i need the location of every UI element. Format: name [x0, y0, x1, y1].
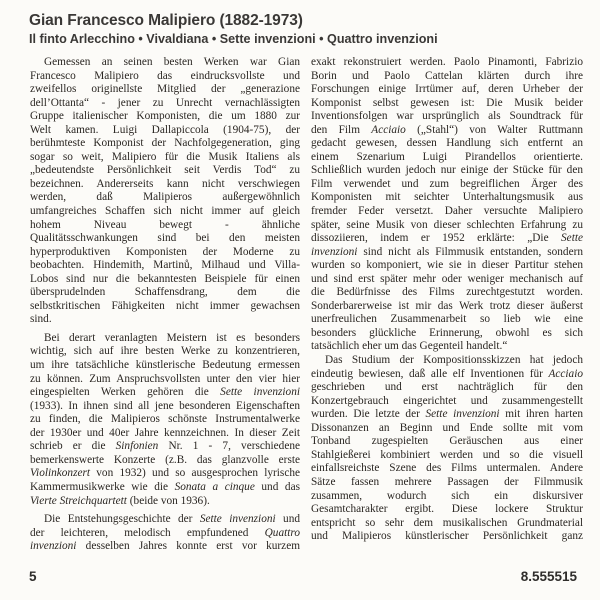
text-line: besonders glückliche Erinnerung, obwohl es sich	[311, 326, 583, 339]
text-line: Konzertgebrauch eingerichtet und zusammengestellt	[311, 394, 583, 407]
page-number: 5	[29, 569, 37, 584]
text-line: einfallsreichste Szene des Films untermalen. Andere	[311, 462, 583, 475]
text-line: umfangreiches Schaffen sich nicht immer auf gleich	[30, 205, 300, 218]
text-line: Tonband zugespielten Geräuschen aus einer	[311, 435, 583, 448]
text-line: dissoziieren, indem er 1952 erklärte: „Die Sette	[311, 232, 583, 245]
text-line: Francesco Malipiero das eindrucksvollste und	[30, 69, 300, 82]
text-line: Violinkonzert von 1932) und so ausgesprochen lyrische	[30, 467, 300, 480]
text-line: Borin und Paolo Cattelan klärten durch ihre	[311, 69, 583, 82]
text-line: tatsächlich eher um das Gegenteil handelt.“	[311, 340, 508, 353]
text-line: Qualitätsschwankungen sind bei den meisten	[30, 232, 300, 245]
paragraph	[311, 354, 583, 544]
text-line: zu finden, die Malipieros schönste Instrumentalwerke	[30, 413, 300, 426]
text-line: Welt kamen. Luigi Dallapiccola (1904-75), der	[30, 123, 300, 136]
text-line: wurden so komponiert, wie sie in dieser Partitur stehen	[311, 259, 583, 272]
text-line: invenzioni sind nicht als Filmmusik entstanden, sondern	[311, 245, 583, 258]
text-line: übersprudelnden Schaffensdrang, dem die	[30, 286, 300, 299]
page-subtitle: Il finto Arlecchino • Vivaldiana • Sette invenzioni • Quattro invenzioni	[29, 32, 438, 46]
text-line: dell’Ottanta“ - jener zu Unrecht vernachlässigten	[30, 96, 300, 109]
text-line: Forschungen einige Irrtümer auf, deren Urheber der	[311, 83, 583, 96]
text-line: selbstkritischen Fähigkeiten nicht immer gewachsen	[30, 299, 300, 312]
text-line: Komponisten mit seichter Unterhaltungsmusik aus	[311, 191, 583, 204]
paragraph	[30, 56, 300, 327]
text-line: sogar so weit, Malipiero für die Musik Italiens als	[30, 150, 300, 163]
text-line: später, seine Musik von dieser schlechten Erfahrung zu	[311, 218, 583, 231]
text-line: Sätze fassen mehrere Passagen der Filmmusik	[311, 475, 583, 488]
text-line: die Bedürfnisse des Films zurechtgestutzt worden.	[311, 286, 583, 299]
text-line: wurden. Die letzte der Sette invenzioni mit ihren harten	[311, 408, 583, 421]
text-line: und sind erst später mehr oder weniger mechanisch auf	[311, 272, 583, 285]
text-line: zusammen, wodurch sich ein diskursiver	[311, 489, 583, 502]
right-column	[311, 56, 583, 544]
paragraph	[311, 56, 583, 354]
text-line: zu können. Zum Anspruchsvollsten unter den vier hier	[30, 372, 300, 385]
text-line: Vierte Streichquartett (beide von 1936).	[30, 494, 210, 507]
text-line: Gesamtcharakter ergibt. Diese lockere Struktur	[311, 503, 583, 516]
text-line: sind.	[30, 313, 52, 326]
text-line: und Malipieros künstlerischer Persönlichkeit ganz	[311, 530, 583, 543]
text-line: Komponist selbst gewesen ist: Die Musik beider	[311, 96, 583, 109]
text-line: eindeutig bewiesen, daß alle elf Inventionen für Acciaio	[311, 367, 583, 380]
text-line: zweifellos originellste Mitglied der „generazione	[30, 83, 300, 96]
text-line: Schließlich wurden jedoch nur einige der Stücke für den	[311, 164, 583, 177]
text-line: Kammermusikwerke wie die Sonata a cinque und das	[30, 480, 300, 493]
text-line: um ihre tatsächliche künstlerische Bedeutung ermessen	[30, 359, 300, 372]
text-line: Stahlgießerei kombiniert werden und so die visuell	[311, 448, 583, 461]
text-line: fremder Feder versetzt. Daher versuchte Malipiero	[311, 205, 583, 218]
page-header	[29, 12, 438, 47]
text-line: einem Szenarium Luigi Pirandellos orientierte.	[311, 150, 583, 163]
text-line: „bedeutendste Persönlichkeit seit Verdis Tod“ zu	[30, 164, 300, 177]
text-line: Sonderbarerweise ist mir das Werk trotz dieser äußerst	[311, 299, 583, 312]
text-line: der leichteren, melodisch empfundened Quattro	[30, 526, 300, 539]
text-line: werden, daß Malipieros außergewöhnlich	[30, 191, 300, 204]
paragraph	[30, 332, 300, 508]
paragraph	[30, 513, 300, 554]
text-line: Lobos sind nur die bekanntesten Beispiele für einen	[30, 272, 300, 285]
text-line: bezeichnen. Andererseits kann nicht verschwiegen	[30, 177, 300, 190]
page-title: Gian Francesco Malipiero (1882-1973)	[29, 12, 303, 29]
text-line: den Film Acciaio („Stahl“) von Walter Ruttmann	[311, 123, 583, 136]
text-line: gedacht gewesen, dessen Handlung sich entfernt an	[311, 137, 583, 150]
text-line: bemerkenswerte Konzerte (z.B. das glanzvolle erste	[30, 453, 300, 466]
text-line: unerfreulichen Zusammenarbeit so lieb wie eine	[311, 313, 583, 326]
text-line: hohem Niveau bewegt - ähnliche	[30, 218, 300, 231]
text-line: Film verwendet und zum begreiflichen Ärger des	[311, 177, 583, 190]
text-line: Bei derart veranlagten Meistern ist es besonders	[44, 331, 300, 344]
text-line: invenzioni desselben Jahres konnte erst vor kurzem	[30, 540, 300, 553]
catalog-number: 8.555515	[520, 569, 577, 584]
text-line: beobachten. Hindemith, Martinů, Milhaud und Villa-	[30, 259, 300, 272]
text-line: Dissonanzen an Beginn und Ende sollte mit vom	[311, 421, 583, 434]
text-line: wichtig, sich auf ihre besten Werke zu konzentrieren,	[30, 345, 300, 358]
text-line: der 1930er und 40er Jahre kennzeichnen. In dieser Zeit	[30, 426, 300, 439]
text-line: Die Entstehungsgeschichte der Sette invenzioni und	[44, 513, 300, 526]
text-line: (1933). In ihnen sind all jene besonderen Eigenschaften	[30, 399, 300, 412]
text-line: schrieb er die Sinfonien Nr. 1 - 7, verschiedene	[30, 440, 300, 453]
text-line: eingespielten Werken gehören die Sette invenzioni	[30, 386, 300, 399]
text-line: Inventionsfolgen war ursprünglich als Soundtrack für	[311, 110, 583, 123]
text-line: berühmteste Komponist der Nachfolgegeneration, ging	[30, 137, 300, 150]
left-column	[30, 56, 300, 554]
text-line: exakt rekonstruiert werden. Paolo Pinamonti, Fabrizio	[311, 56, 583, 68]
text-line: geschrieben und erst nachträglich für den	[311, 381, 583, 394]
text-line: Das Studium der Kompositionsskizzen hat jedoch	[325, 354, 583, 367]
text-line: Gemessen an seinen besten Werken war Gian	[44, 56, 300, 68]
text-line: hyperproduktiven Komponisten der Moderne zu	[30, 245, 300, 258]
text-line: entspricht so sehr dem musikalischen Grundmaterial	[311, 516, 583, 529]
text-line: Gruppe italienischer Komponisten, die um 1880 zur	[30, 110, 300, 123]
